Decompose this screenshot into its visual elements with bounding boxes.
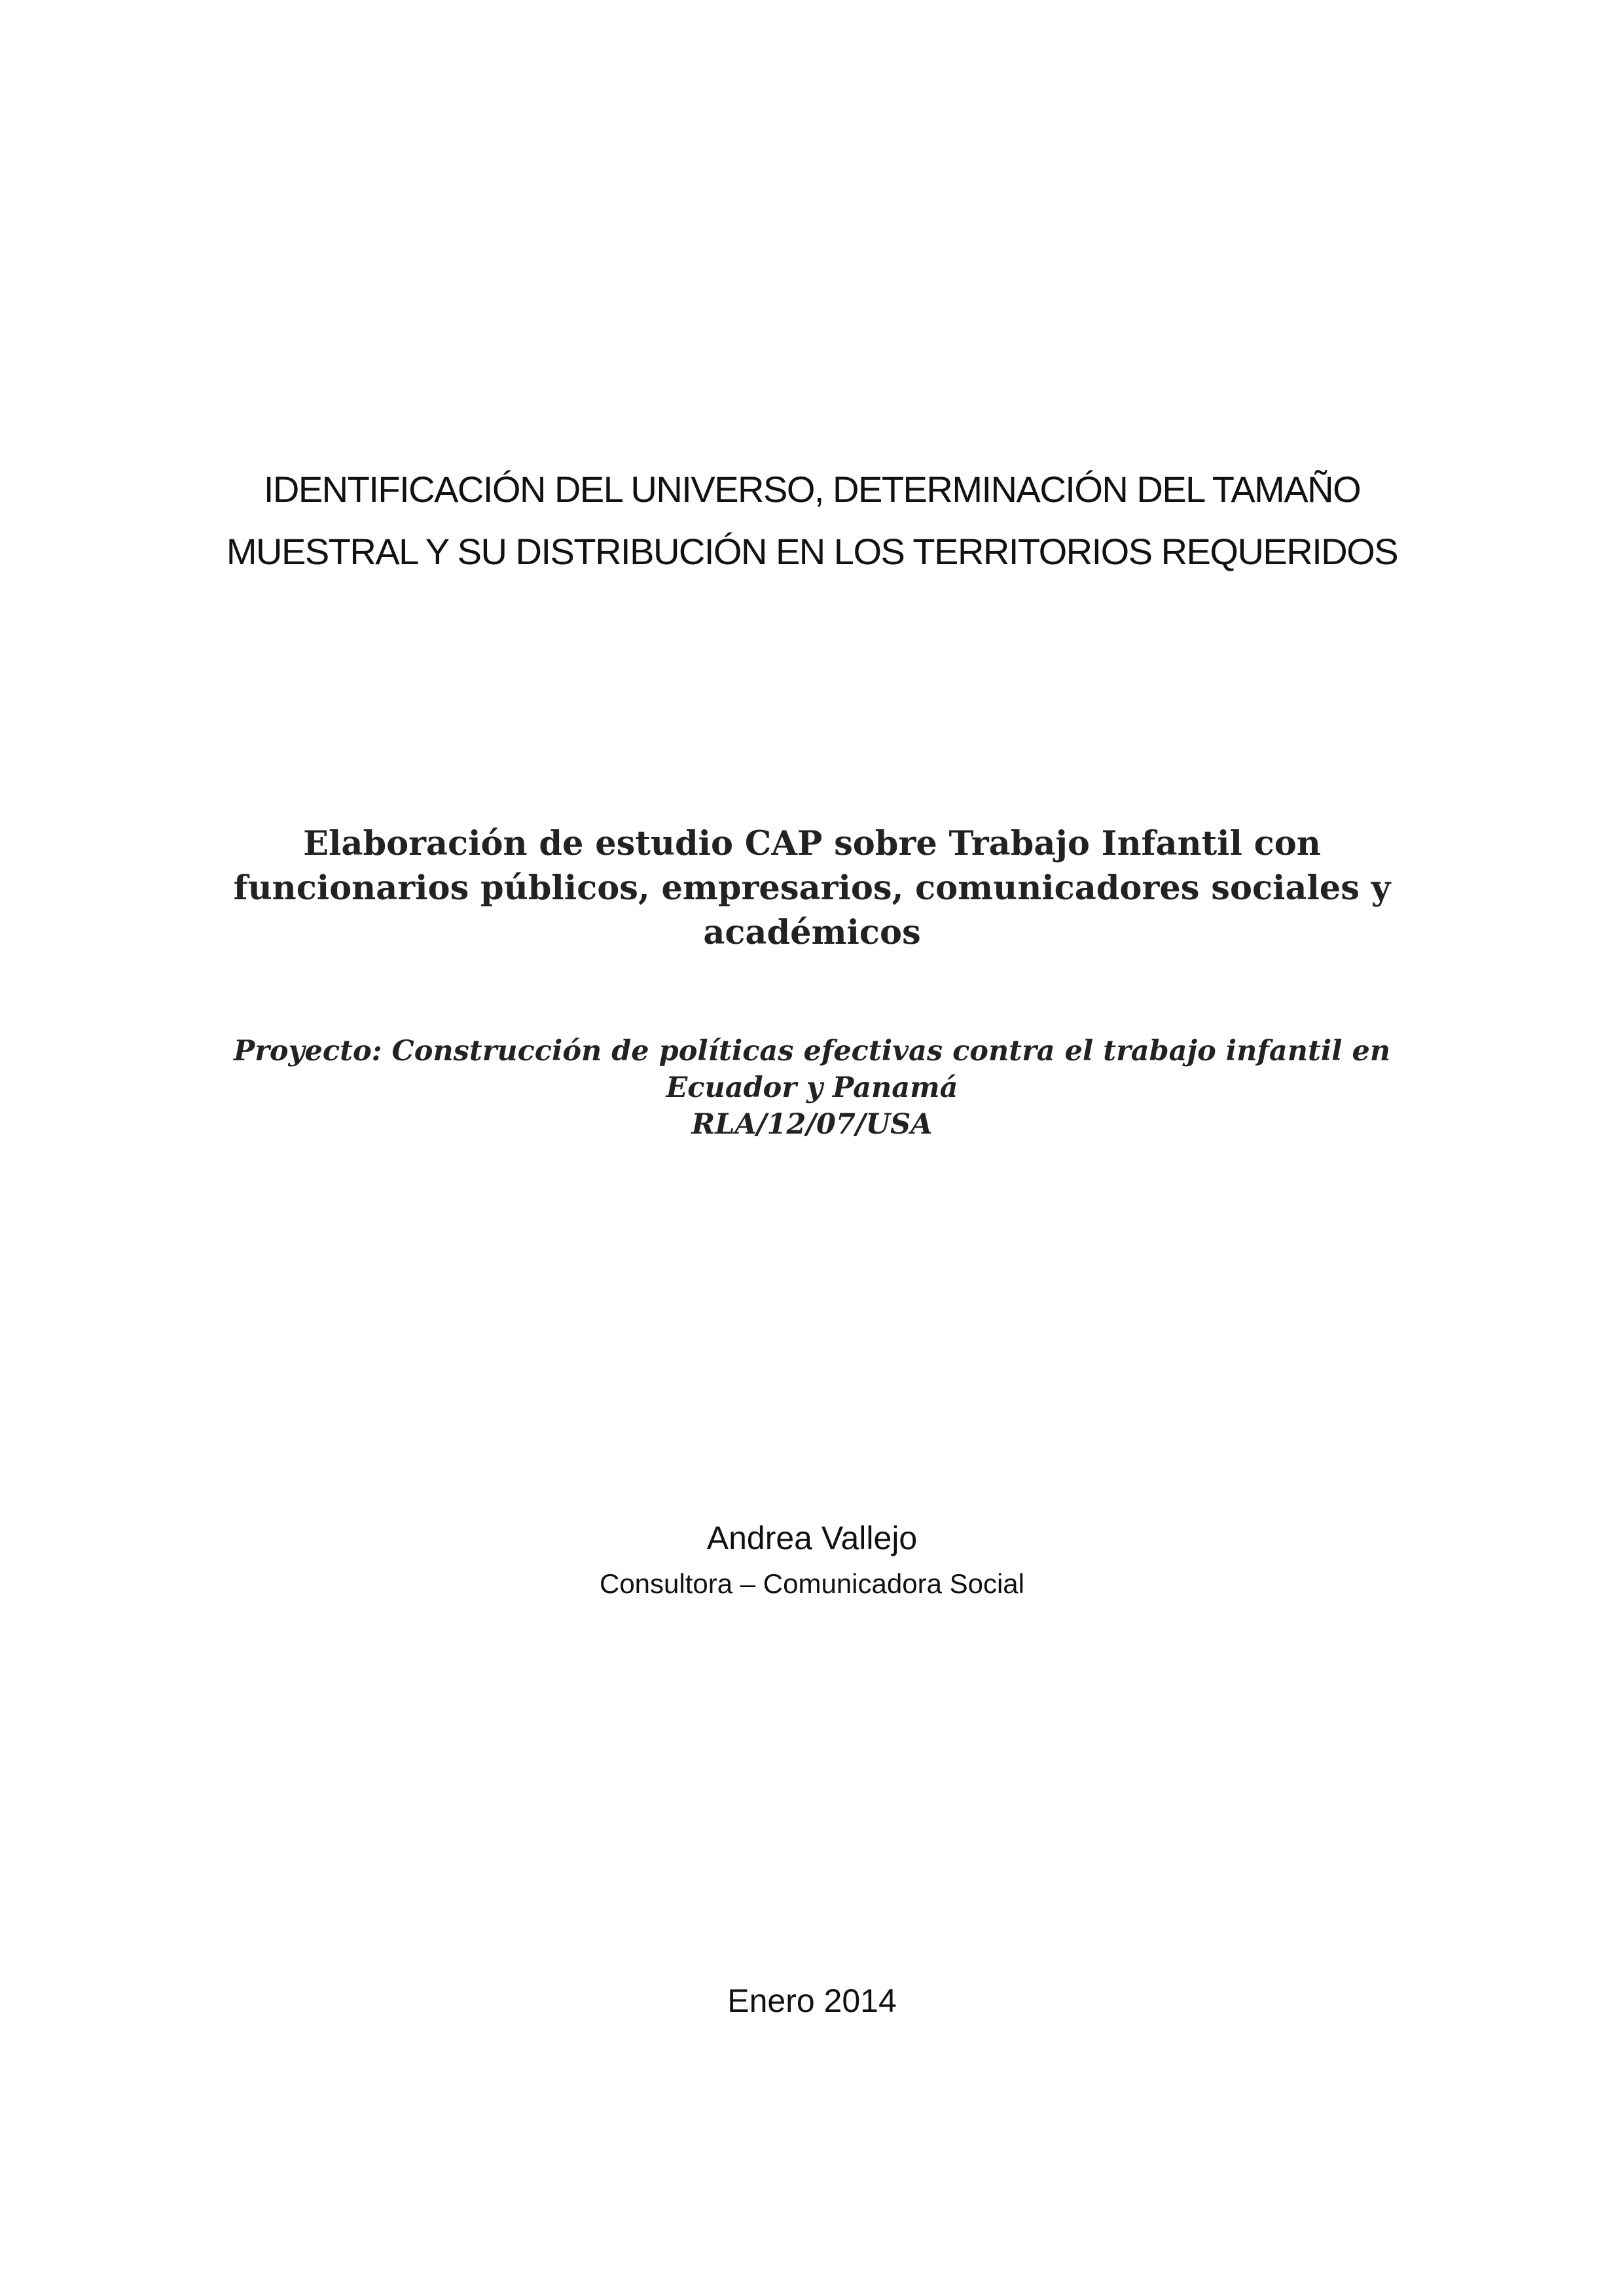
project-line-1: Proyecto: Construcción de políticas efectivas contra el trabajo infantil en [233, 1035, 1391, 1067]
study-subtitle [0, 821, 1624, 955]
author-role: Consultora – Comunicadora Social [599, 1568, 1024, 1599]
main-title-line-2: MUESTRAL Y SU DISTRIBUCIÓN EN LOS TERRITORIOS REQUERIDOS [226, 531, 1398, 572]
author-name: Andrea Vallejo [706, 1520, 918, 1556]
subtitle-line-2: funcionarios públicos, empresarios, comunicadores sociales y [233, 869, 1391, 908]
project-code: RLA/12/07/USA [691, 1108, 933, 1141]
subtitle-line-3: académicos [703, 913, 921, 952]
project-info [0, 1033, 1624, 1143]
main-title-line-1: IDENTIFICACIÓN DEL UNIVERSO, DETERMINACIÓN DEL TAMAÑO [263, 469, 1361, 510]
project-line-2: Ecuador y Panamá [666, 1071, 958, 1104]
main-title [0, 458, 1624, 583]
document-date: Enero 2014 [727, 1982, 897, 2019]
subtitle-line-1: Elaboración de estudio CAP sobre Trabajo Infantil con [303, 824, 1321, 863]
